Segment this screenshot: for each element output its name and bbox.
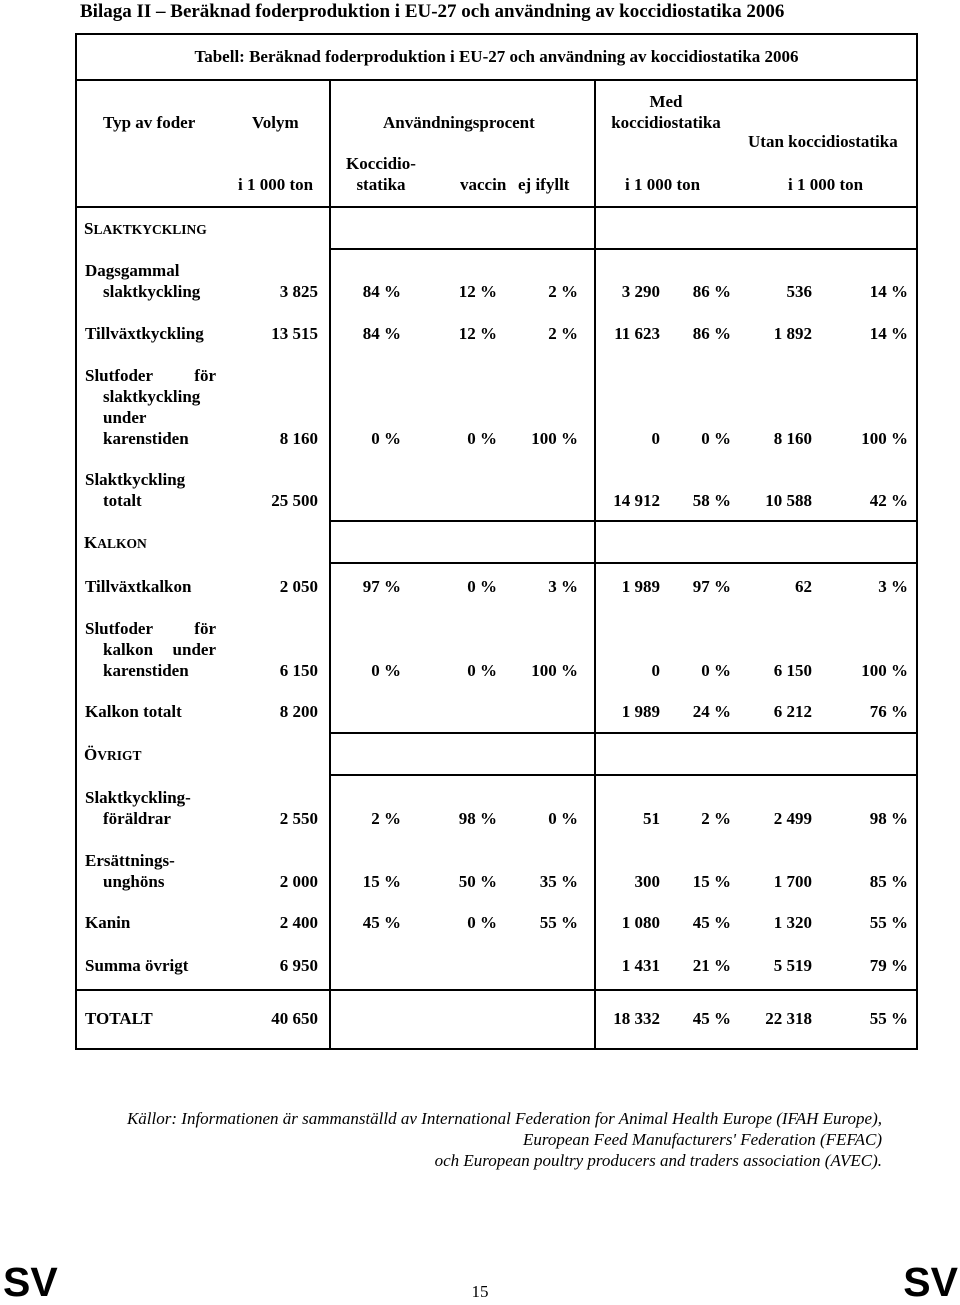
row-values (0, 576, 960, 597)
with-coccidiostat-pct-cell: 0 % (701, 429, 731, 448)
with-coccidiostat-volume-cell: 1 080 (621, 913, 660, 932)
volume-cell: 2 050 (279, 577, 318, 596)
header-with-coccidiostat-line: Med (649, 92, 683, 111)
table-rule (330, 774, 918, 776)
with-coccidiostat-volume-cell: 1 431 (621, 956, 660, 975)
without-coccidiostat-volume-cell: 1 320 (773, 913, 812, 932)
row-label-line: Kalkon totalt (85, 702, 182, 721)
row-values (0, 871, 960, 892)
table-row (0, 955, 960, 975)
sources-note (80, 1108, 882, 1171)
volume-cell: 8 200 (279, 702, 318, 721)
without-coccidiostat-pct-cell: 42 % (869, 491, 908, 510)
volume-cell: 8 160 (279, 429, 318, 448)
row-label-line: TOTALT (85, 1009, 153, 1028)
vaccine-pct-cell: 12 % (458, 282, 497, 301)
row-label-line: Kanin (85, 913, 131, 932)
coccidiostat-pct-cell: 0 % (371, 429, 401, 448)
header-not-filled: ej ifyllt (518, 175, 570, 194)
without-coccidiostat-pct-cell: 85 % (869, 872, 908, 891)
row-label-line: Tillväxtkalkon (85, 577, 192, 596)
with-coccidiostat-pct-cell: 86 % (692, 282, 731, 301)
volume-cell: 25 500 (271, 491, 318, 510)
with-coccidiostat-volume-cell: 14 912 (613, 491, 660, 510)
row-label-line: Slaktkyckling (85, 470, 186, 489)
row-label-line: Dagsgammal (85, 261, 180, 280)
table-row (0, 701, 960, 721)
row-values (0, 912, 960, 933)
row-values (0, 428, 960, 449)
row-values (0, 701, 960, 722)
without-coccidiostat-volume-cell: 2 499 (773, 809, 812, 828)
with-coccidiostat-volume-cell: 1 989 (621, 577, 660, 596)
with-coccidiostat-pct-cell: 2 % (701, 809, 731, 828)
with-coccidiostat-pct-cell: 58 % (692, 491, 731, 510)
with-coccidiostat-volume-cell: 51 (643, 809, 660, 828)
without-coccidiostat-volume-cell: 1 700 (773, 872, 812, 891)
with-coccidiostat-volume-cell: 1 989 (621, 702, 660, 721)
vaccine-pct-cell: 0 % (467, 577, 497, 596)
row-label-line: Summa övrigt (85, 956, 189, 975)
header-with-coccidiostat (606, 91, 726, 133)
with-coccidiostat-pct-cell: 45 % (692, 913, 731, 932)
without-coccidiostat-pct-cell: 79 % (869, 956, 908, 975)
without-coccidiostat-pct-cell: 3 % (878, 577, 908, 596)
table-row (0, 365, 960, 448)
without-coccidiostat-pct-cell: 14 % (869, 282, 908, 301)
table-row (0, 323, 960, 343)
volume-cell: 6 150 (279, 661, 318, 680)
row-label-line: Slutfoder för (85, 619, 216, 638)
section-label: ÖVRIGT (84, 745, 142, 764)
vaccine-pct-cell: 0 % (467, 913, 497, 932)
table-rule (330, 562, 918, 564)
row-label-line: unghöns (103, 872, 165, 891)
section-label: SLAKTKYCKLING (84, 219, 207, 238)
header-without-coccidiostat: Utan koccidiostatika (748, 132, 898, 151)
row-values (0, 281, 960, 302)
page-number: 15 (471, 1282, 489, 1301)
table-column-rule (329, 80, 331, 1050)
without-coccidiostat-volume-cell: 10 588 (765, 491, 812, 510)
not-filled-pct-cell: 2 % (548, 282, 578, 301)
with-coccidiostat-pct-cell: 21 % (692, 956, 731, 975)
row-values (0, 808, 960, 829)
header-volume-unit: i 1 000 ton (238, 175, 314, 194)
with-coccidiostat-pct-cell: 15 % (692, 872, 731, 891)
without-coccidiostat-volume-cell: 6 212 (773, 702, 812, 721)
volume-cell: 40 650 (271, 1009, 318, 1028)
table-row (0, 850, 960, 891)
without-coccidiostat-pct-cell: 14 % (869, 324, 908, 343)
row-label-line: Slutfoder för (85, 366, 216, 385)
without-coccidiostat-volume-cell: 5 519 (773, 956, 812, 975)
volume-cell: 2 000 (279, 872, 318, 891)
row-label-line: karenstiden (103, 429, 189, 448)
row-label-line: kalkon under (103, 640, 216, 659)
row-values (0, 323, 960, 344)
volume-cell: 2 550 (279, 809, 318, 828)
table-rule (75, 989, 918, 991)
volume-cell: 2 400 (279, 913, 318, 932)
coccidiostat-pct-cell: 0 % (371, 661, 401, 680)
page-title: Bilaga II – Beräknad foderproduktion i EU-27 och användning av koccidiostatika 2006 (80, 1, 785, 22)
coccidiostat-pct-cell: 45 % (362, 913, 401, 932)
row-label-line: Tillväxtkyckling (85, 324, 204, 343)
table-row (0, 787, 960, 828)
table-rule (330, 520, 918, 522)
row-label-line: under (103, 408, 147, 427)
coccidiostat-pct-cell: 84 % (362, 282, 401, 301)
header-vaccine: vaccin (460, 175, 507, 194)
table-column-rule (594, 80, 596, 1050)
with-coccidiostat-volume-cell: 0 (651, 429, 660, 448)
row-label-line: Slaktkyckling- (85, 788, 191, 807)
with-coccidiostat-volume-cell: 300 (634, 872, 660, 891)
coccidiostat-pct-cell: 84 % (362, 324, 401, 343)
table-row (0, 260, 960, 301)
with-coccidiostat-volume-cell: 0 (651, 661, 660, 680)
row-label-line: slaktkyckling (103, 282, 201, 301)
row-values (0, 1008, 960, 1029)
row-label-line: Ersättnings- (85, 851, 175, 870)
row-label-line: föräldrar (103, 809, 171, 828)
source-line: och European poultry producers and traders association (AVEC). (434, 1151, 882, 1170)
vaccine-pct-cell: 0 % (467, 661, 497, 680)
with-coccidiostat-pct-cell: 86 % (692, 324, 731, 343)
not-filled-pct-cell: 55 % (539, 913, 578, 932)
coccidiostat-pct-cell: 2 % (371, 809, 401, 828)
row-values (0, 955, 960, 976)
header-with-coccidiostat-line: koccidiostatika (611, 113, 721, 132)
row-label-line: slaktkyckling (103, 387, 201, 406)
vaccine-pct-cell: 98 % (458, 809, 497, 828)
vaccine-pct-cell: 50 % (458, 872, 497, 891)
not-filled-pct-cell: 35 % (539, 872, 578, 891)
not-filled-pct-cell: 3 % (548, 577, 578, 596)
volume-cell: 13 515 (271, 324, 318, 343)
section-label: KALKON (84, 533, 147, 552)
without-coccidiostat-pct-cell: 76 % (869, 702, 908, 721)
language-code-right: SV (903, 1259, 958, 1305)
volume-cell: 3 825 (279, 282, 318, 301)
header-feed-type: Typ av foder (103, 113, 196, 132)
table-rule (330, 248, 918, 250)
language-code-left: SV (3, 1259, 58, 1305)
without-coccidiostat-volume-cell: 1 892 (773, 324, 812, 343)
with-coccidiostat-volume-cell: 18 332 (613, 1009, 660, 1028)
not-filled-pct-cell: 100 % (531, 429, 578, 448)
table-rule (75, 79, 918, 81)
header-coccidiostat-line: statika (356, 175, 406, 194)
header-with-unit: i 1 000 ton (625, 175, 701, 194)
table-caption: Tabell: Beräknad foderproduktion i EU-27 och användning av koccidiostatika 2006 (194, 47, 799, 66)
header-usage-percent: Användningsprocent (383, 113, 535, 132)
table-row (0, 576, 960, 596)
header-coccidiostat-line: Koccidio- (346, 154, 416, 173)
without-coccidiostat-volume-cell: 22 318 (765, 1009, 812, 1028)
with-coccidiostat-pct-cell: 24 % (692, 702, 731, 721)
coccidiostat-pct-cell: 97 % (362, 577, 401, 596)
header-coccidiostat (331, 153, 431, 195)
coccidiostat-pct-cell: 15 % (362, 872, 401, 891)
row-values (0, 490, 960, 511)
row-label-line: totalt (103, 491, 142, 510)
with-coccidiostat-volume-cell: 11 623 (614, 324, 660, 343)
without-coccidiostat-pct-cell: 98 % (869, 809, 908, 828)
source-line: European Feed Manufacturers' Federation (FEFAC) (523, 1130, 882, 1149)
with-coccidiostat-pct-cell: 97 % (692, 577, 731, 596)
table-row (0, 469, 960, 510)
table-rule (330, 732, 918, 734)
volume-cell: 6 950 (279, 956, 318, 975)
without-coccidiostat-volume-cell: 8 160 (773, 429, 812, 448)
header-volume: Volym (252, 113, 299, 132)
without-coccidiostat-volume-cell: 6 150 (773, 661, 812, 680)
vaccine-pct-cell: 12 % (458, 324, 497, 343)
row-label-line: karenstiden (103, 661, 189, 680)
vaccine-pct-cell: 0 % (467, 429, 497, 448)
without-coccidiostat-pct-cell: 100 % (861, 429, 908, 448)
table-total-row (0, 1008, 960, 1028)
table-row (0, 912, 960, 932)
without-coccidiostat-volume-cell: 62 (795, 577, 812, 596)
not-filled-pct-cell: 2 % (548, 324, 578, 343)
without-coccidiostat-volume-cell: 536 (786, 282, 812, 301)
row-values (0, 660, 960, 681)
with-coccidiostat-volume-cell: 3 290 (621, 282, 660, 301)
with-coccidiostat-pct-cell: 0 % (701, 661, 731, 680)
table-rule (75, 206, 918, 208)
without-coccidiostat-pct-cell: 100 % (861, 661, 908, 680)
without-coccidiostat-pct-cell: 55 % (869, 913, 908, 932)
without-coccidiostat-pct-cell: 55 % (869, 1009, 908, 1028)
table-row (0, 618, 960, 680)
with-coccidiostat-pct-cell: 45 % (692, 1009, 731, 1028)
not-filled-pct-cell: 100 % (531, 661, 578, 680)
not-filled-pct-cell: 0 % (548, 809, 578, 828)
header-without-unit: i 1 000 ton (788, 175, 864, 194)
source-line: Källor: Informationen är sammanställd av International Federation for Animal Health Europe (IFAH Europe), (126, 1109, 882, 1128)
